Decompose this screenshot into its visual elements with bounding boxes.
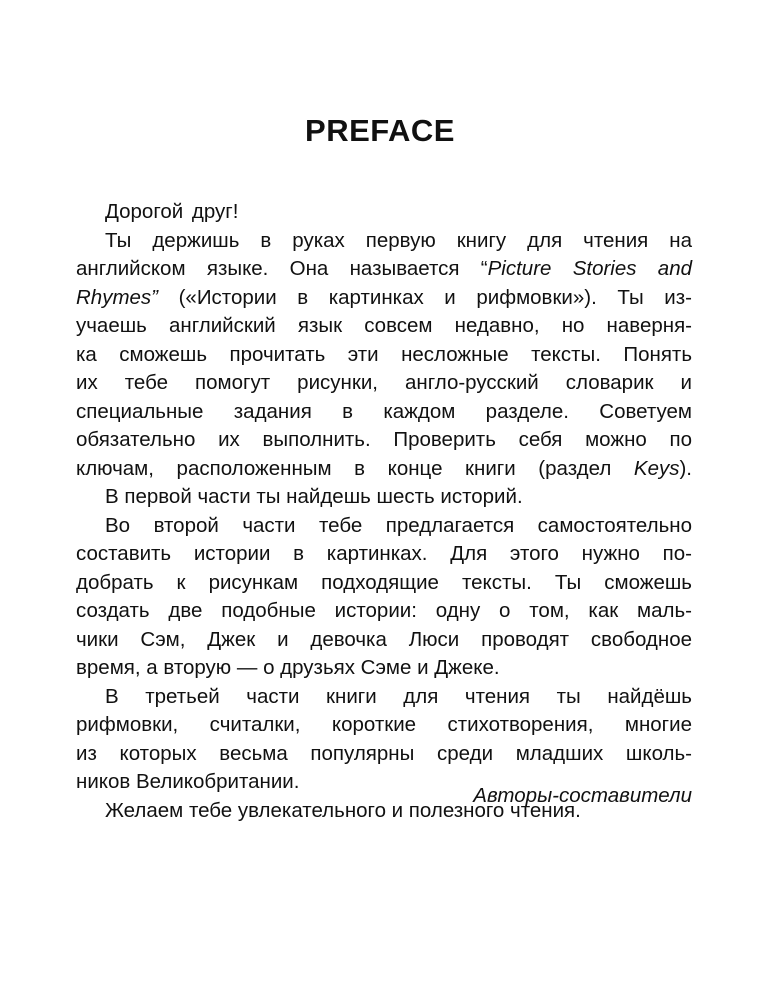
preface-body	[76, 198, 692, 825]
paragraph-line: время, а вторую — о друзьях Сэме и Джеке.	[76, 656, 500, 679]
paragraph-line: ников Великобритании.	[76, 770, 300, 793]
paragraph-line: их тебе помогут рисунки, англо-русский словарик и	[76, 371, 692, 394]
paragraph-line: специальные задания в каждом разделе. Советуем	[76, 399, 692, 423]
paragraph-line: Желаем тебе увлекательного и полезного чтения.	[105, 798, 581, 822]
paragraph-line: рифмовки, считалки, короткие стихотворения, многие	[76, 713, 692, 736]
paragraph-line: чики Сэм, Джек и девочка Люси проводят свободное	[76, 627, 692, 651]
signature: Авторы-составители	[473, 784, 692, 807]
paragraph-line: ка сможешь прочитать эти несложные тексты. Понять	[76, 342, 692, 366]
paragraph-line	[76, 284, 692, 313]
paragraph-line: учаешь английский язык совсем недавно, но наверня-	[76, 314, 692, 337]
paragraph-line: из которых весьма популярны среди младших школь-	[76, 741, 692, 765]
text-run: ).	[679, 456, 692, 480]
paragraph-line: добрать к рисункам подходящие тексты. Ты сможешь	[76, 570, 692, 594]
book-title-italic: Rhymes”	[76, 285, 159, 309]
keys-italic: Keys	[633, 456, 680, 480]
text-run: («Истории в картинках и рифмовки»). Ты из-	[158, 285, 692, 309]
text-run: английском языке. Она называется “	[76, 257, 488, 280]
paragraph-line	[76, 455, 692, 484]
paragraph-line: создать две подобные истории: одну о том, как маль-	[76, 599, 692, 622]
paragraph-line: составить истории в картинках. Для этого нужно по-	[76, 542, 692, 565]
page-title: PREFACE	[305, 113, 455, 148]
paragraph-line	[76, 255, 692, 284]
greeting-line: Дорогой друг!	[105, 200, 239, 223]
paragraph-line: обязательно их выполнить. Проверить себя можно по	[76, 428, 692, 451]
paragraph-line: В первой части ты найдешь шесть историй.	[105, 485, 523, 508]
book-title-italic: Picture Stories and	[487, 257, 692, 280]
text-run: ключам, расположенным в конце книги (раздел	[76, 456, 634, 480]
paragraph-line: Во второй части тебе предлагается самостоятельно	[105, 513, 692, 537]
paragraph-line: Ты держишь в руках первую книгу для чтения на	[105, 228, 692, 252]
paragraph-line: В третьей части книги для чтения ты найдёшь	[105, 684, 692, 708]
